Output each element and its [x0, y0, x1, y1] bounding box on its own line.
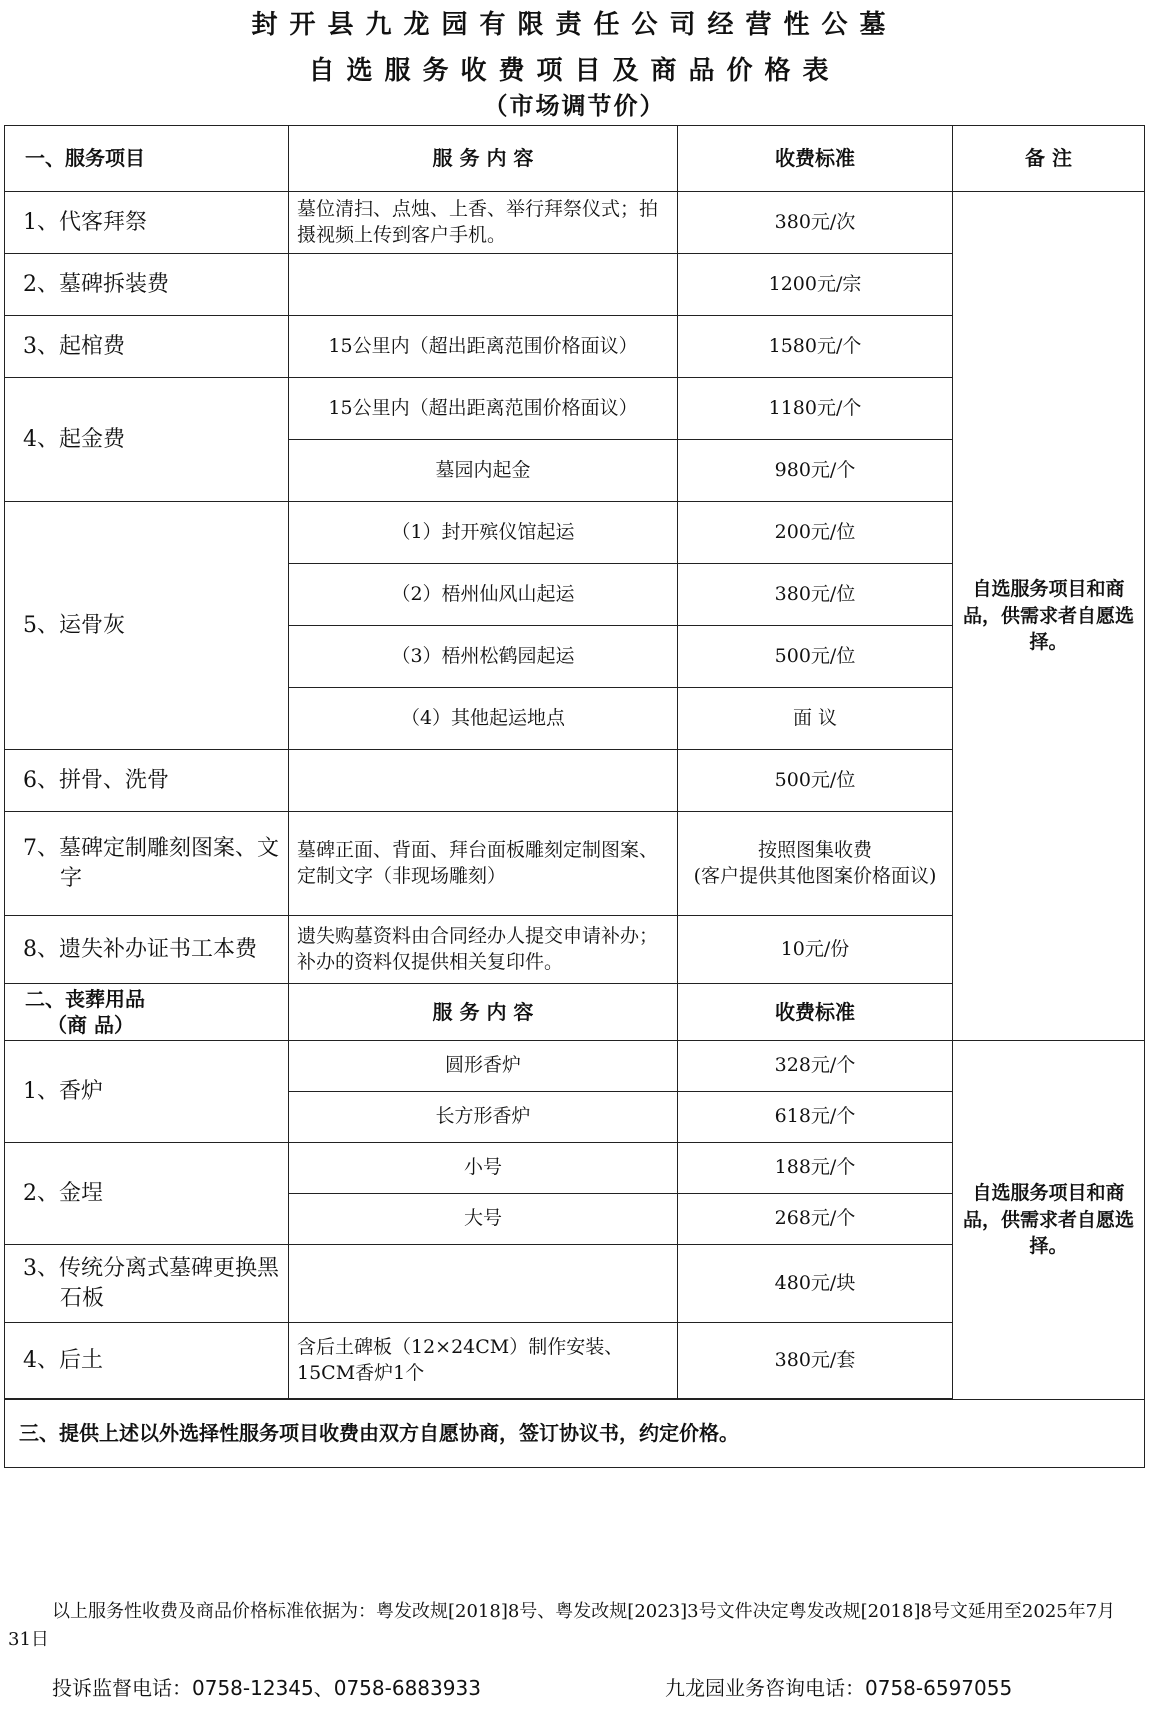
header-service-content: 服 务 内 容: [289, 984, 678, 1041]
item-name-text: 7、墓碑定制雕刻图案、文字: [23, 835, 279, 891]
item-content: [289, 254, 678, 316]
section3-row: [5, 1400, 1145, 1468]
title-line-3: （市场调节价）: [483, 92, 666, 120]
section1-header-row: [5, 126, 1145, 192]
item-content: （4）其他起运地点: [289, 688, 678, 750]
item-content: （3）梧州松鹤园起运: [289, 626, 678, 688]
header-goods: [5, 984, 289, 1041]
item-name: [5, 1245, 289, 1323]
item-content: 大号: [289, 1194, 678, 1245]
remark-cell: 自选服务项目和商品，供需求者自愿选择。: [953, 192, 1145, 1041]
footnote: 以上服务性收费及商品价格标准依据为：粤发改规[2018]8号、粤发改规[2023]3号文件决定粤发改规[2018]8号文延用至2025年7月31日: [8, 1601, 1116, 1650]
item-content: [289, 1245, 678, 1323]
item-name: 1、香炉: [5, 1041, 289, 1143]
price-table: [4, 125, 1145, 1468]
item-content: [289, 750, 678, 812]
item-content: 墓位清扫、点烛、上香、举行拜祭仪式；拍摄视频上传到客户手机。: [289, 192, 678, 254]
item-price-line-2: (客户提供其他图案价格面议): [693, 864, 937, 887]
item-name: 5、运骨灰: [5, 502, 289, 750]
item-name: 1、代客拜祭: [5, 192, 289, 254]
header-goods-line-1: 二、丧葬用品: [25, 987, 145, 1011]
header-remark: 备 注: [953, 126, 1145, 192]
item-content: （2）梧州仙风山起运: [289, 564, 678, 626]
item-content: 长方形香炉: [289, 1092, 678, 1143]
item-price: 10元/份: [678, 916, 953, 984]
item-price: [678, 812, 953, 916]
item-price: 面 议: [678, 688, 953, 750]
table-row: [5, 1041, 1145, 1092]
item-name: 6、拼骨、洗骨: [5, 750, 289, 812]
item-price: 480元/块: [678, 1245, 953, 1323]
section3-text: 三、提供上述以外选择性服务项目收费由双方自愿协商，签订协议书，约定价格。: [5, 1400, 1145, 1468]
item-price: 500元/位: [678, 626, 953, 688]
header-price-standard: 收费标准: [678, 126, 953, 192]
item-price: 200元/位: [678, 502, 953, 564]
item-content: 墓碑正面、背面、拜台面板雕刻定制图案、定制文字（非现场雕刻）: [289, 812, 678, 916]
item-price: 268元/个: [678, 1194, 953, 1245]
item-price: 980元/个: [678, 440, 953, 502]
item-content: （1）封开殡仪馆起运: [289, 502, 678, 564]
item-name: [5, 812, 289, 916]
item-price: 500元/位: [678, 750, 953, 812]
item-content: 小号: [289, 1143, 678, 1194]
item-content: 15公里内（超出距离范围价格面议）: [289, 316, 678, 378]
item-content: 圆形香炉: [289, 1041, 678, 1092]
item-price: 380元/位: [678, 564, 953, 626]
item-price-line-1: 按照图集收费: [757, 838, 872, 861]
header-price-standard: 收费标准: [678, 984, 953, 1041]
header-service-item: 一、服务项目: [5, 126, 289, 192]
table-row: [5, 192, 1145, 254]
item-name: 4、起金费: [5, 378, 289, 502]
item-price: 380元/次: [678, 192, 953, 254]
title-line-2: 自选服务收费项目及商品价格表: [308, 56, 841, 86]
complaint-phone: 投诉监督电话：0758-12345、0758-6883933: [52, 1676, 481, 1700]
remark-cell: 自选服务项目和商品，供需求者自愿选择。: [953, 1041, 1145, 1400]
item-name: 2、墓碑拆装费: [5, 254, 289, 316]
consult-phone: 九龙园业务咨询电话：0758-6597055: [665, 1676, 1013, 1700]
item-price: 188元/个: [678, 1143, 953, 1194]
header-goods-line-2: （商 品）: [47, 1013, 134, 1037]
item-price: 328元/个: [678, 1041, 953, 1092]
item-content: 15公里内（超出距离范围价格面议）: [289, 378, 678, 440]
item-price: 1580元/个: [678, 316, 953, 378]
header-service-content: 服 务 内 容: [289, 126, 678, 192]
item-name-text: 3、传统分离式墓碑更换黑石板: [23, 1255, 279, 1311]
item-content: 遗失购墓资料由合同经办人提交申请补办；补办的资料仅提供相关复印件。: [289, 916, 678, 984]
item-content: 含后土碑板（12×24CM）制作安装、15CM香炉1个: [289, 1323, 678, 1399]
item-price: 1180元/个: [678, 378, 953, 440]
item-content: 墓园内起金: [289, 440, 678, 502]
title-line-1: 封开县九龙园有限责任公司经营性公墓: [251, 10, 898, 40]
item-price: 380元/套: [678, 1323, 953, 1399]
item-name: 2、金埕: [5, 1143, 289, 1245]
item-price: 618元/个: [678, 1092, 953, 1143]
item-name: 4、后土: [5, 1323, 289, 1399]
item-price: 1200元/宗: [678, 254, 953, 316]
item-name: 3、起棺费: [5, 316, 289, 378]
item-name: 8、遗失补办证书工本费: [5, 916, 289, 984]
